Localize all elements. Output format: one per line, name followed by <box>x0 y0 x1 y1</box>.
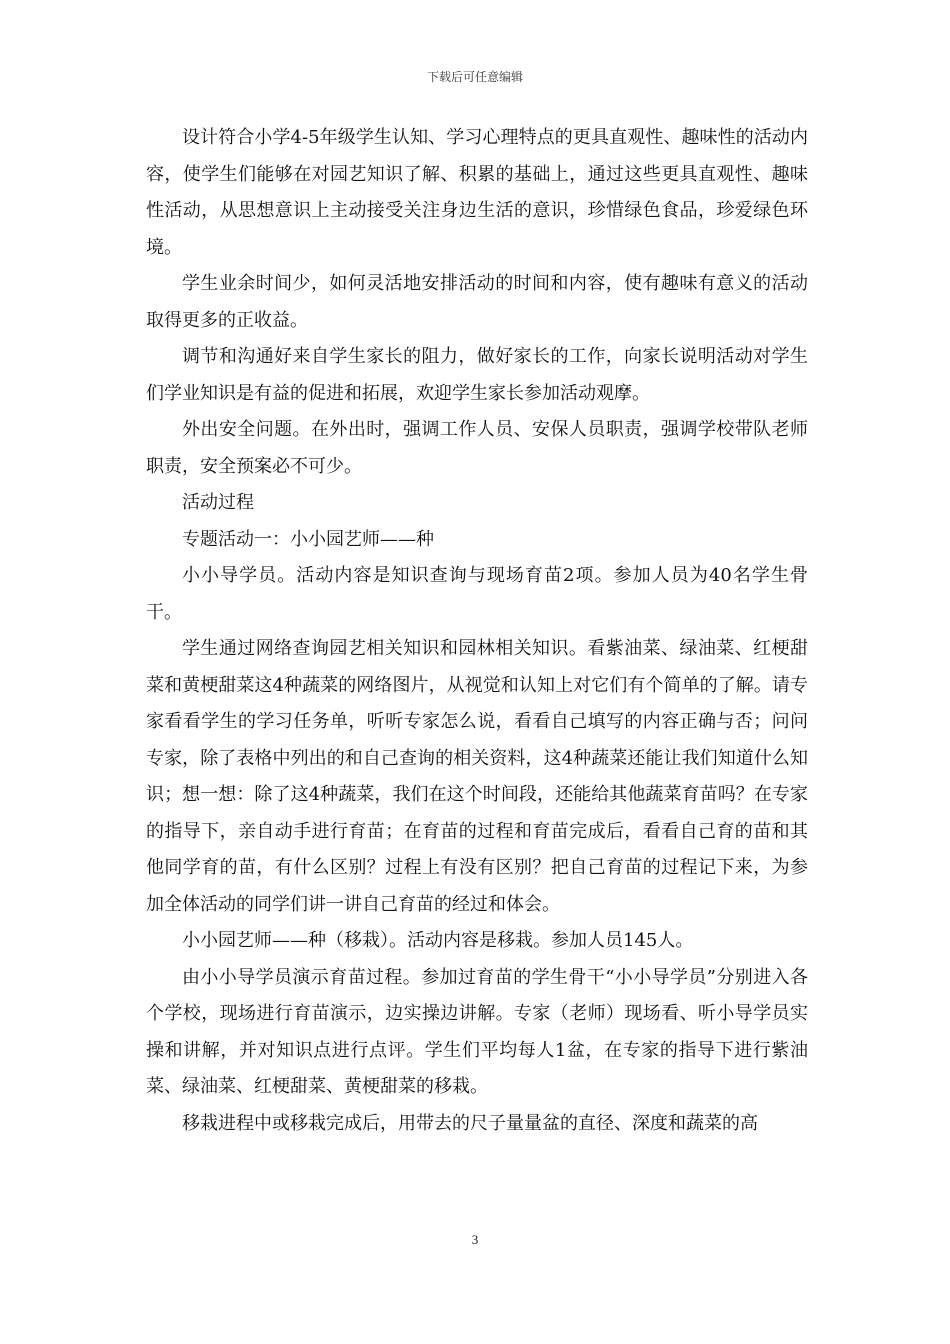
section-heading: 活动过程 <box>182 492 254 513</box>
paragraph: 学生业余时间少，如何灵活地安排活动的时间和内容，使有趣味有意义的活动取得更多的正收益。 <box>146 273 808 331</box>
page-number: 3 <box>471 1232 479 1247</box>
sub-heading: 专题活动一：小小园艺师——种 <box>182 528 434 550</box>
paragraph: 设计符合小学4-5年级学生认知、学习心理特点的更具直观性、趣味性的活动内容，使学生们能够在对园艺知识了解、积累的基础上，通过这些更具直观性、趣味性活动，从思想意识上主动接受关注身边生活的意识，珍惜绿色食品，珍爱绿色环境。 <box>146 127 808 258</box>
document-body <box>146 120 808 1142</box>
paragraph: 移栽进程中或移栽完成后，用带去的尺子量量盆的直径、深度和蔬菜的高 <box>182 1112 758 1134</box>
paragraph: 小小导学员。活动内容是知识查询与现场育苗2项。参加人员为40名学生骨干。 <box>146 565 808 623</box>
paragraph: 调节和沟通好来自学生家长的阻力，做好家长的工作，向家长说明活动对学生们学业知识是有益的促进和拓展，欢迎学生家长参加活动观摩。 <box>146 346 808 404</box>
paragraph: 由小小导学员演示育苗过程。参加过育苗的学生骨干“小小导学员”分别进入各个学校，现场进行育苗演示，边实操边讲解。专家（老师）现场看、听小导学员实操和讲解，并对知识点进行点评。学生们平均每人1盆，在专家的指导下进行紫油菜、绿油菜、红梗甜菜、黄梗甜菜的移栽。 <box>146 966 808 1097</box>
page-header: 下载后可任意编辑 <box>426 70 523 84</box>
paragraph: 小小园艺师——种（移栽）。活动内容是移栽。参加人员145人。 <box>182 930 694 951</box>
paragraph: 学生通过网络查询园艺相关知识和园林相关知识。看紫油菜、绿油菜、红梗甜菜和黄梗甜菜这4种蔬菜的网络图片，从视觉和认知上对它们有个简单的了解。请专家看看学生的学习任务单，听听专家怎么说，看看自己填写的内容正确与否；问问专家，除了表格中列出的和自己查询的相关资料，这4种蔬菜还能让我们知道什么知识；想一想：除了这4种蔬菜，我们在这个时间段，还能给其他蔬菜育苗吗？在专家的指导下，亲自动手进行育苗；在育苗的过程和育苗完成后，看看自己育的苗和其他同学育的苗，有什么区别？过程上有没有区别？把自己育苗的过程记下来，为参加全体活动的同学们讲一讲自己育苗的经过和体会。 <box>146 638 808 915</box>
paragraph: 外出安全问题。在外出时，强调工作人员、安保人员职责，强调学校带队老师职责，安全预案必不可少。 <box>146 419 808 477</box>
